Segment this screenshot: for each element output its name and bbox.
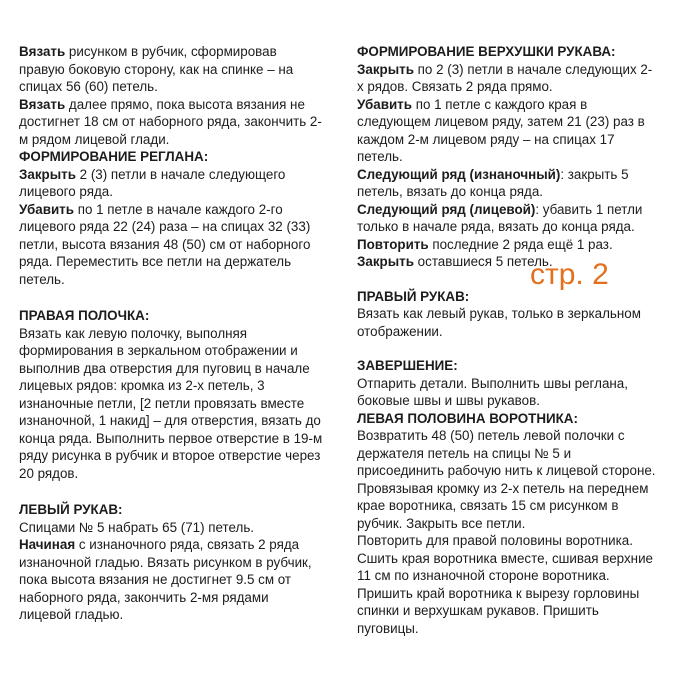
paragraph-body-knit: Вязать рисунком в рубчик, сформировав правую боковую сторону, как на спинке – на спицах 56 (60) петель. xyxy=(19,44,294,94)
paragraph-collar-sew: Сшить края воротника вместе, сшивая верхние 11 см по изнаночной стороне воротника. xyxy=(357,550,653,583)
paragraph-repeat: Повторить последние 2 ряда ещё 1 раз. xyxy=(357,236,613,252)
collar-heading: ЛЕВАЯ ПОЛОВИНА ВОРОТНИКА: xyxy=(357,410,578,426)
paragraph-collar-repeat: Повторить для правой половины воротника. xyxy=(357,533,633,548)
bold-term: Вязать xyxy=(19,44,66,59)
paragraph-collar-attach: Пришить край воротника к вырезу горловины спинки и верхушкам рукавов. Пришить пуговицы. xyxy=(357,585,640,636)
paragraph-finishing: Отпарить детали. Выполнить швы реглана, боковые швы и швы рукавов. xyxy=(357,375,628,408)
paragraph-cap-decrease: Убавить по 1 петле с каждого края в следующем лицевом ряду, затем 21 (23) раз в каждом 2-м лицевом ряду – на спицах 17 петель. xyxy=(357,96,645,164)
paragraph-right-front: Вязать как левую полочку, выполняя формирования в зеркальном отображении и выполнив два отверстия для пуговиц в начале лицевых рядов: кромка из 2-х петель, 3 изнаночные петли, [2 петли провязать вместе изнаночной, 1 накид] – для отверстия, вязать до конца ряда. Выполнить первое отверстие в 19-м ряду рисунка в рубчик и второе отверстие через 20 рядов. xyxy=(19,325,323,481)
paragraph-next-row-right: Следующий ряд (лицевой): убавить 1 петли только в начале ряда, вязать до конца ряда. xyxy=(357,201,643,234)
bold-term: Закрыть xyxy=(357,254,414,269)
paragraph-sleeve-start: Начиная с изнаночного ряда, связать 2 ряда изнаночной гладью. Вязать рисунком в рубчик, пока высота вязания не достигнет 9.5 см от наборного ряда, закончить 2-мя рядами лицевой гладью. xyxy=(19,537,312,622)
paragraph-knit-straight: Вязать далее прямо, пока высота вязания не достигнет 18 см от наборного ряда, закончить 2-м рядом лицевой глади. xyxy=(19,96,322,147)
bold-term: Закрыть xyxy=(357,61,414,77)
paragraph-next-row-wrong: Следующий ряд (изнаночный): закрыть 5 петель, вязать до конца ряда. xyxy=(357,166,629,199)
paragraph-right-sleeve: Вязать как левый рукав, только в зеркальном отображении. xyxy=(357,306,641,339)
paragraph-close-remaining: Закрыть оставшиеся 5 петель. xyxy=(357,254,553,269)
paragraph-collar-knit: Провязывая кромку из 2-х петель на переднем крае воротника, связать 15 см рисунком в рубчик. Закрыть все петли. xyxy=(357,480,649,531)
paragraph-raglan-close: Закрыть 2 (3) петли в начале следующего лицевого ряда. xyxy=(19,166,286,199)
bold-term: Следующий ряд (изнаночный) xyxy=(357,166,561,182)
page-number-label: стр. 2 xyxy=(530,258,609,291)
raglan-heading: ФОРМИРОВАНИЕ РЕГЛАНА: xyxy=(19,149,209,164)
right-front-heading: ПРАВАЯ ПОЛОЧКА: xyxy=(19,308,150,323)
right-column xyxy=(357,43,657,637)
paragraph-cap-close: Закрыть по 2 (3) петли в начале следующих 2-х рядов. Связать 2 ряда прямо. xyxy=(357,61,653,94)
paragraph-collar-return: Возвратить 48 (50) петель левой полочки с держателя петель на спицы № 5 и присоединить рабочую нить к лицевой стороне. xyxy=(357,428,656,478)
bold-term: Начиная xyxy=(19,537,76,552)
bold-term: Следующий ряд (лицевой) xyxy=(357,201,536,217)
left-column xyxy=(19,43,324,624)
paragraph-cast-on: Спицами № 5 набрать 65 (71) петель. xyxy=(19,519,255,535)
finishing-heading: ЗАВЕРШЕНИЕ: xyxy=(357,358,458,373)
bold-term: Вязать xyxy=(19,96,66,112)
bold-term: Убавить xyxy=(357,96,412,112)
paragraph-raglan-decrease: Убавить по 1 петле в начале каждого 2-го лицевого ряда 22 (24) раза – на спицах 32 (33) петли, высота вязания 48 (50) см от наборного ряда. Переместить все петли на держатель петель. xyxy=(19,201,311,287)
bold-term: Повторить xyxy=(357,236,429,252)
bold-term: Закрыть xyxy=(19,166,76,182)
left-sleeve-heading: ЛЕВЫЙ РУКАВ: xyxy=(19,502,123,517)
right-sleeve-heading: ПРАВЫЙ РУКАВ: xyxy=(357,288,470,304)
sleeve-cap-heading: ФОРМИРОВАНИЕ ВЕРХУШКИ РУКАВА: xyxy=(357,44,616,59)
bold-term: Убавить xyxy=(19,201,74,217)
